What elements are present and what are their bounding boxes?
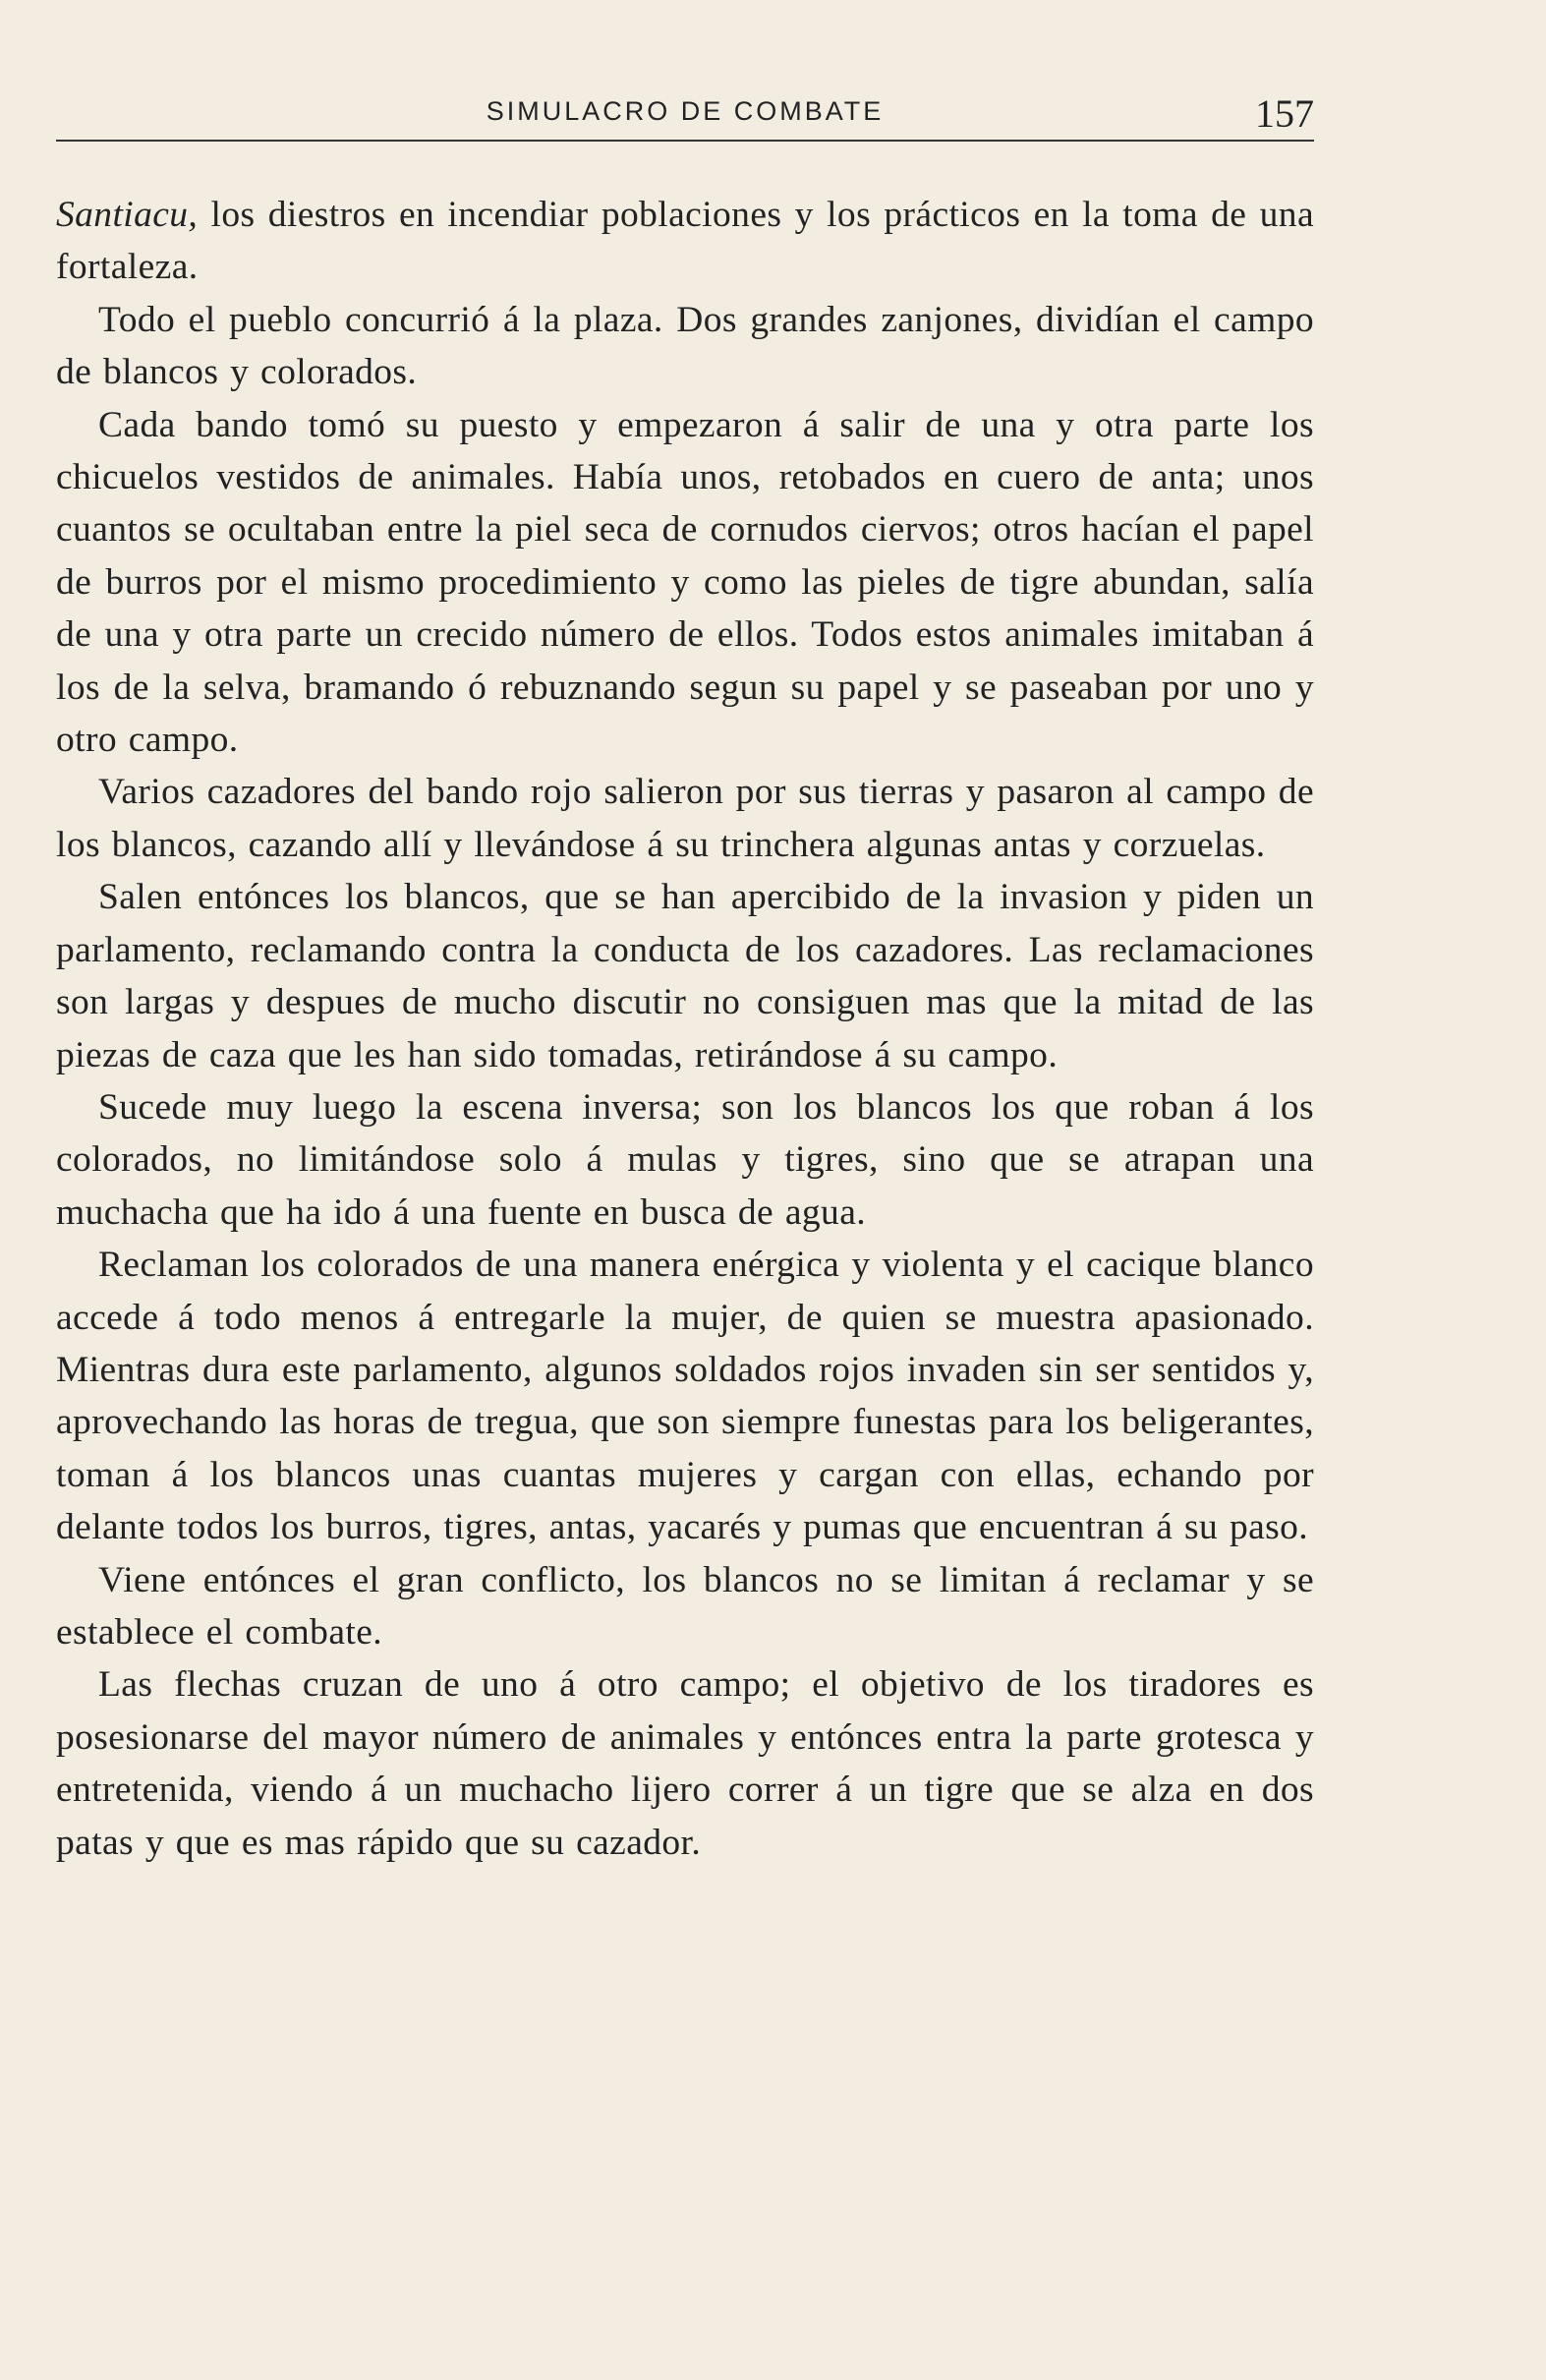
paragraph-8: Viene entónces el gran conflicto, los blancos no se limitan á reclamar y se establece el combate.: [56, 1559, 1314, 1653]
paragraph-3: Cada bando tomó su puesto y empezaron á salir de una y otra parte los chicuelos vestidos de animales. Había unos, retobados en cuero de anta; unos cuantos se ocultaban entre la piel seca de cornudos ciervos; otros hacían el papel de burros por el mismo procedimiento y como las pieles de tigre abundan, salía de una y otra parte un crecido número de ellos. Todos estos animales imitaban á los de la selva, bramando ó rebuznando segun su papel y se paseaban por uno y otro campo.: [56, 404, 1314, 761]
paragraph-7: Reclaman los colorados de una manera enérgica y violenta y el cacique blanco accede á todo menos á entregarle la mujer, de quien se muestra apasionado. Mientras dura este parlamento, algunos soldados rojos invaden sin ser sentidos y, aprovechando las horas de tregua, que son siempre funestas para los beligerantes, toman á los blancos unas cuantas mujeres y cargan con ellas, echando por delante todos los burros, tigres, antas, yacarés y pumas que encuentran á su paso.: [56, 1245, 1314, 1548]
paragraph-4: Varios cazadores del bando rojo salieron por sus tierras y pasaron al campo de los blancos, cazando allí y llevándose á su trinchera algunas antas y corzuelas.: [56, 772, 1314, 865]
paragraph-5: Salen entónces los blancos, que se han apercibido de la invasion y piden un parlamento, reclamando contra la conducta de los cazadores. Las reclamaciones son largas y despues de mucho discutir no consiguen mas que la mitad de las piezas de caza que les han sido tomadas, retirándose á su campo.: [56, 877, 1314, 1075]
body-text: [56, 189, 1314, 1869]
running-title: SIMULACRO DE COMBATE: [486, 96, 885, 126]
italic-lead-word: Santiacu,: [56, 195, 199, 235]
paragraph-1: [56, 189, 1314, 294]
paragraph-9: Las flechas cruzan de uno á otro campo; el objetivo de los tiradores es posesionarse del mayor número de animales y entónces entra la parte grotesca y entretenida, viendo á un muchacho lijero correr á un tigre que se alza en dos patas y que es mas rápido que su cazador.: [56, 1664, 1314, 1863]
page-number: 157: [1255, 91, 1314, 136]
paragraph-6: Sucede muy luego la escena inversa; son los blancos los que roban á los colorados, no limitándose solo á mulas y tigres, sino que se atrapan una muchacha que ha ido á una fuente en busca de agua.: [56, 1086, 1314, 1233]
page-header: [56, 90, 1314, 142]
paragraph-text: los diestros en incendiar poblaciones y los prácticos en la toma de una fortaleza.: [56, 195, 1314, 288]
paragraph-2: Todo el pueblo concurrió á la plaza. Dos grandes zanjones, dividían el campo de blancos y colorados.: [56, 299, 1314, 393]
